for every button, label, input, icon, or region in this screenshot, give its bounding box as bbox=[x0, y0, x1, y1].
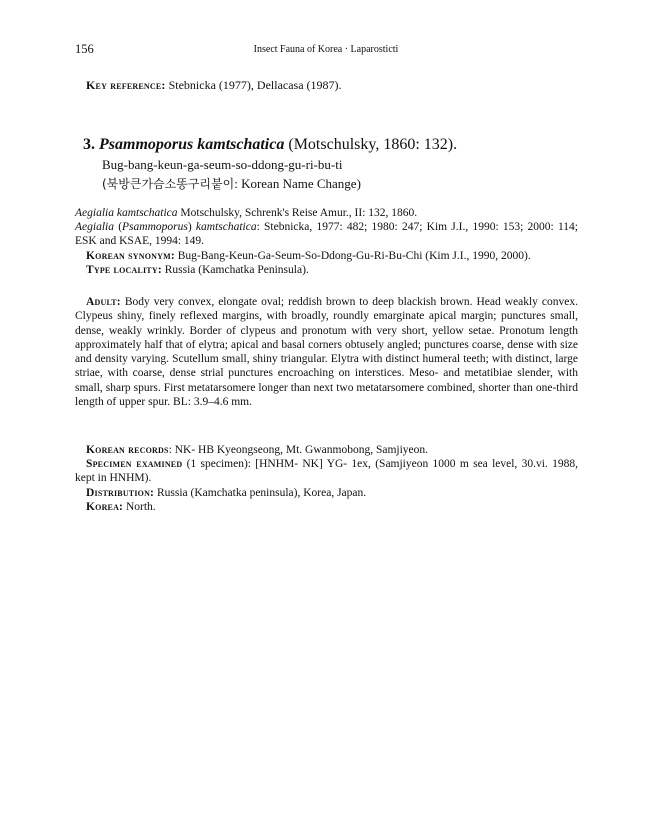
species-number: 3. bbox=[83, 136, 95, 153]
distribution-label: Distribution: bbox=[86, 487, 155, 499]
key-reference-text: Stebnicka (1977), Dellacasa (1987). bbox=[168, 78, 342, 92]
korean-name-line bbox=[102, 175, 361, 192]
distribution bbox=[75, 486, 578, 500]
running-title: Insect Fauna of Korea · Laparosticti bbox=[253, 44, 399, 55]
specimen-examined bbox=[75, 457, 578, 486]
korean-name-note: : Korean Name Change) bbox=[234, 176, 361, 191]
type-locality bbox=[75, 263, 578, 277]
synonym-subgenus: Psammoporus bbox=[122, 221, 188, 233]
korea-range bbox=[75, 500, 578, 514]
species-heading bbox=[83, 136, 457, 154]
page-number: 156 bbox=[75, 42, 94, 56]
type-locality-text: Russia (Kamchatka Peninsula). bbox=[164, 264, 309, 276]
key-reference bbox=[86, 78, 342, 93]
korean-records bbox=[75, 443, 578, 457]
synonym-epithet: kamtschatica bbox=[195, 221, 257, 233]
adult-text: Body very convex, elongate oval; reddish brown to deep blackish brown. Head weakly convex. Clypeus shiny, finely reflexed margins, with broadly, roundly emarginate apical margin; punctures small, dense, weakly wrinkly. Border of clypeus and pronotum with very short, yellow setae. Pronotum length approximately half that of elytra; apical and basal corners obtusely angled; punctures coarse, dense with size and density varying. Scutellum small, shiny triangular. Elytra with distinct humeral teeth; with distinct, large striae, with coarse, dense strial punctures encroaching on interstices. Meso- and metatibiae slender, with small, sharp spurs. First metatarsomere longer than next two metatarsomere combined, shorter than one-third length of upper spur. BL: 3.9–4.6 mm. bbox=[75, 296, 578, 409]
korean-synonym bbox=[75, 249, 578, 263]
synonym-genus: Aegialia bbox=[75, 221, 114, 233]
korea-label: Korea: bbox=[86, 501, 124, 513]
specimen-examined-text: (1 specimen): [HNHM- NK] YG- 1ex, (Samjiyeon 1000 m sea level, 30.vi. 1988, kept in HNHM). bbox=[75, 458, 578, 485]
korean-synonym-label: Korean synonym: bbox=[86, 250, 175, 262]
species-author: (Motschulsky, 1860: 132). bbox=[288, 136, 458, 153]
adult-label: Adult: bbox=[86, 296, 121, 308]
korean-hangul-name: (북방큰가슴소똥구리붙이 bbox=[102, 177, 235, 191]
korean-records-label: Korean records bbox=[86, 444, 169, 456]
synonym-text: Motschulsky, Schrenk's Reise Amur., II: 132, 1860. bbox=[177, 207, 418, 219]
key-reference-label: Key reference: bbox=[86, 78, 166, 92]
synonym-genus: Aegialia kamtschatica bbox=[75, 207, 178, 219]
specimen-examined-label: Specimen examined bbox=[86, 458, 183, 470]
adult-description bbox=[75, 295, 578, 409]
synonym-entry bbox=[75, 206, 578, 220]
distribution-text: Russia (Kamchatka peninsula), Korea, Japan. bbox=[156, 487, 367, 499]
korea-text: North. bbox=[125, 501, 156, 513]
korean-romanized-name: Bug-bang-keun-ga-seum-so-ddong-gu-ri-bu-ti bbox=[102, 157, 343, 172]
type-locality-label: Type locality: bbox=[86, 264, 162, 276]
synonym-text: : Stebnicka, 1977: 482; 1980: 247; Kim J.I., 1990: 153; 2000: 114; ESK and KSAE, 1994: 149. bbox=[75, 221, 578, 248]
synonym-entry: Aegialia (Psammoporus) kamtschatica: Stebnicka, 1977: 482; 1980: 247; Kim J.I., 1990: 153; 2000: 114; ESK and KSAE, 1994: 149. bbox=[75, 221, 578, 248]
korean-synonym-text: Bug-Bang-Keun-Ga-Seum-So-Ddong-Gu-Ri-Bu-Chi (Kim J.I., 1990, 2000). bbox=[177, 250, 531, 262]
species-name: Psammoporus kamtschatica bbox=[99, 136, 285, 153]
korean-records-text: : NK- HB Kyeongseong, Mt. Gwanmobong, Samjiyeon. bbox=[168, 444, 429, 456]
